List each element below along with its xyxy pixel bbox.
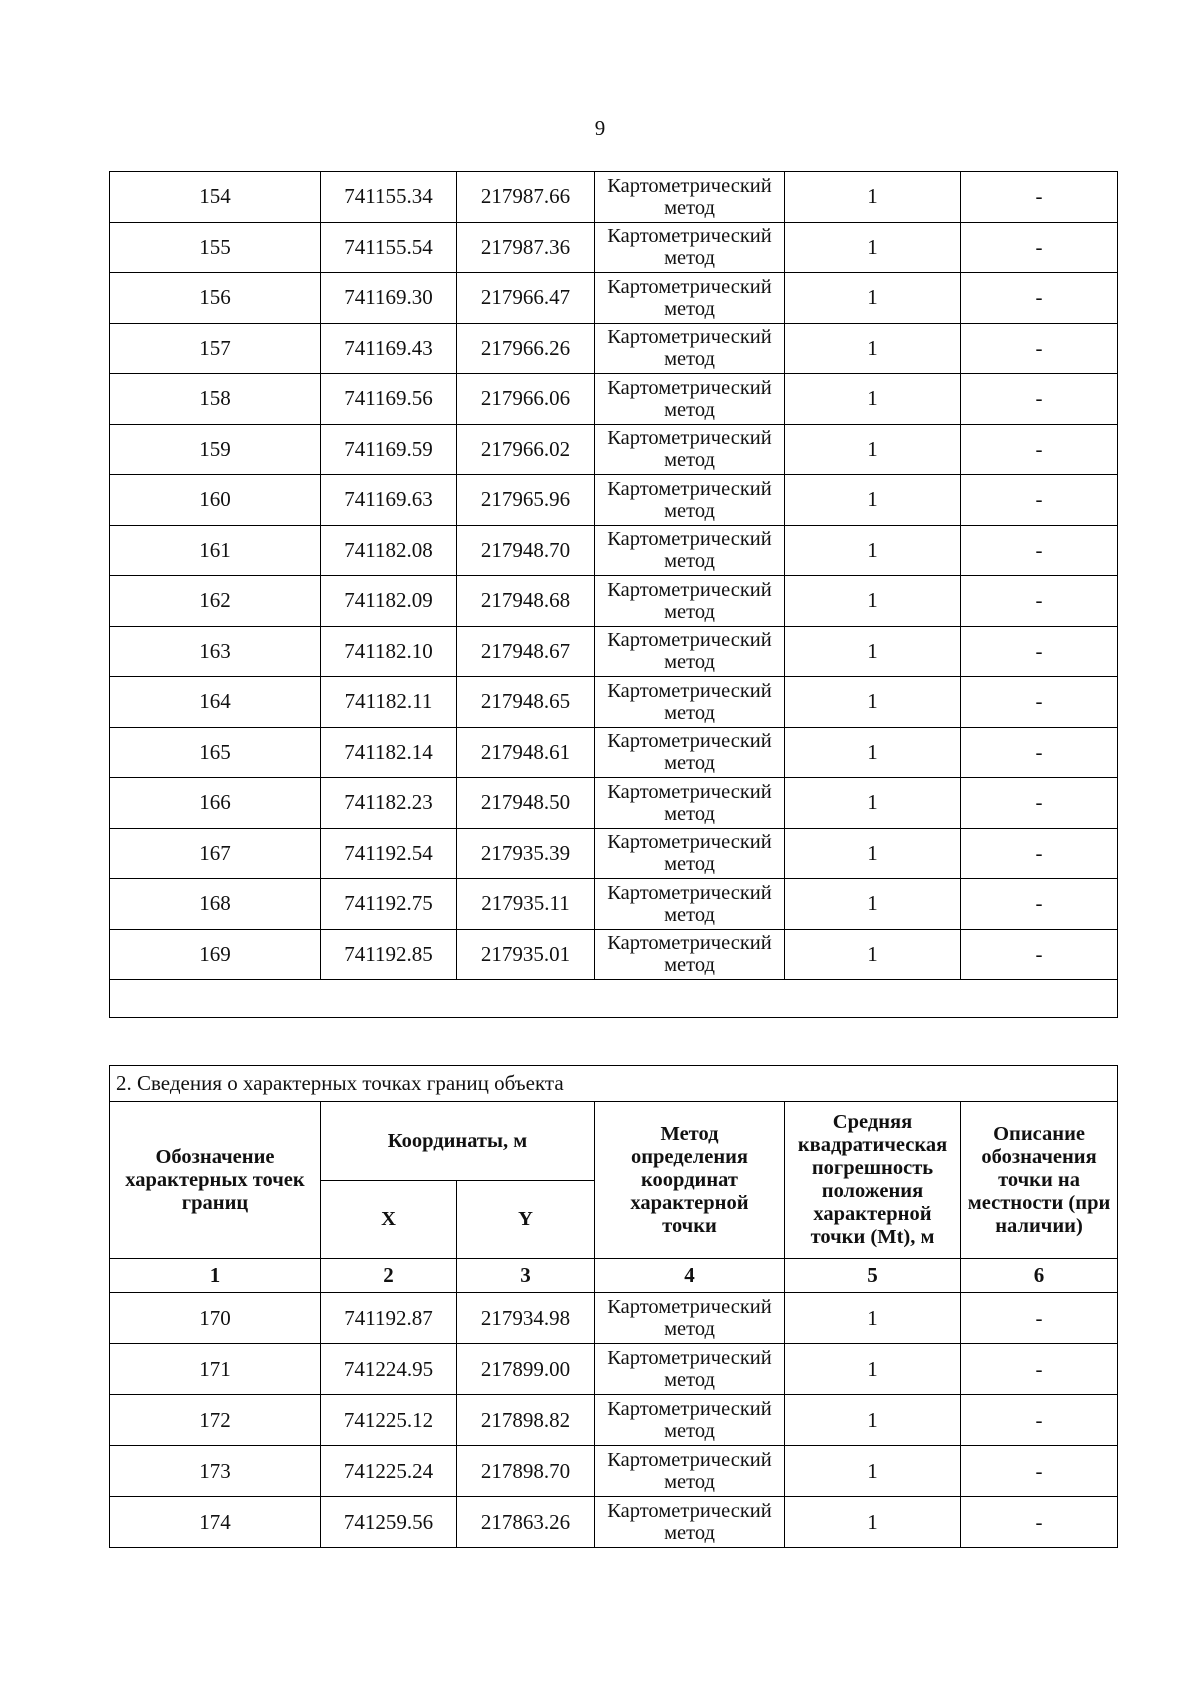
header-x: X bbox=[321, 1181, 457, 1259]
coordinates-table-continued bbox=[109, 171, 1118, 1018]
column-number: 4 bbox=[595, 1259, 785, 1293]
y-cell: 217948.67 bbox=[457, 626, 595, 677]
point-cell: 163 bbox=[110, 626, 321, 677]
y-cell: 217898.82 bbox=[457, 1395, 595, 1446]
x-cell: 741225.24 bbox=[321, 1446, 457, 1497]
x-cell: 741182.11 bbox=[321, 677, 457, 728]
column-number: 5 bbox=[785, 1259, 961, 1293]
point-cell: 162 bbox=[110, 576, 321, 627]
point-cell: 169 bbox=[110, 929, 321, 980]
method-line: Картометрический bbox=[607, 427, 772, 450]
x-cell: 741182.09 bbox=[321, 576, 457, 627]
x-cell: 741182.10 bbox=[321, 626, 457, 677]
method-line: Картометрический bbox=[607, 932, 772, 955]
y-cell: 217966.06 bbox=[457, 374, 595, 425]
x-cell: 741259.56 bbox=[321, 1497, 457, 1548]
x-cell: 741169.43 bbox=[321, 323, 457, 374]
method-line: метод bbox=[664, 600, 715, 623]
table-row bbox=[110, 222, 1118, 273]
accuracy-cell: 1 bbox=[785, 273, 961, 324]
method-line: метод bbox=[664, 1420, 715, 1442]
table-row bbox=[110, 1293, 1118, 1344]
x-cell: 741192.85 bbox=[321, 929, 457, 980]
empty-row bbox=[110, 980, 1118, 1018]
accuracy-cell: 1 bbox=[785, 1293, 961, 1344]
boundary-points-table bbox=[109, 1065, 1118, 1548]
description-cell: - bbox=[961, 1293, 1118, 1344]
method-line: метод bbox=[664, 348, 715, 371]
accuracy-cell: 1 bbox=[785, 1395, 961, 1446]
description-cell: - bbox=[961, 172, 1118, 223]
empty-cell bbox=[110, 980, 1118, 1018]
point-cell: 157 bbox=[110, 323, 321, 374]
method-line: метод bbox=[664, 752, 715, 775]
y-cell: 217987.66 bbox=[457, 172, 595, 223]
accuracy-cell: 1 bbox=[785, 778, 961, 829]
table-row bbox=[110, 778, 1118, 829]
method-line: Картометрический bbox=[607, 275, 772, 298]
y-cell: 217966.26 bbox=[457, 323, 595, 374]
point-cell: 167 bbox=[110, 828, 321, 879]
point-cell: 172 bbox=[110, 1395, 321, 1446]
accuracy-cell: 1 bbox=[785, 576, 961, 627]
method-line: Картометрический bbox=[607, 578, 772, 601]
point-cell: 156 bbox=[110, 273, 321, 324]
method-line: Картометрический bbox=[607, 1296, 772, 1318]
description-cell: - bbox=[961, 576, 1118, 627]
method-cell bbox=[595, 677, 785, 728]
point-cell: 161 bbox=[110, 525, 321, 576]
accuracy-cell: 1 bbox=[785, 475, 961, 526]
method-line: метод bbox=[664, 550, 715, 573]
x-cell: 741225.12 bbox=[321, 1395, 457, 1446]
page-number: 9 bbox=[594, 116, 606, 140]
accuracy-cell: 1 bbox=[785, 374, 961, 425]
table-row bbox=[110, 1497, 1118, 1548]
table-row bbox=[110, 828, 1118, 879]
method-line: метод bbox=[664, 247, 715, 270]
method-cell bbox=[595, 778, 785, 829]
point-cell: 174 bbox=[110, 1497, 321, 1548]
y-cell: 217948.68 bbox=[457, 576, 595, 627]
method-cell bbox=[595, 727, 785, 778]
x-cell: 741169.30 bbox=[321, 273, 457, 324]
x-cell: 741182.23 bbox=[321, 778, 457, 829]
description-cell: - bbox=[961, 323, 1118, 374]
accuracy-cell: 1 bbox=[785, 828, 961, 879]
table-row bbox=[110, 323, 1118, 374]
table-row bbox=[110, 374, 1118, 425]
description-cell: - bbox=[961, 273, 1118, 324]
point-cell: 170 bbox=[110, 1293, 321, 1344]
column-number: 1 bbox=[110, 1259, 321, 1293]
accuracy-cell: 1 bbox=[785, 677, 961, 728]
method-line: Картометрический bbox=[607, 225, 772, 248]
method-cell bbox=[595, 323, 785, 374]
header-description: Описание обозначения точки на местности (при наличии) bbox=[961, 1102, 1118, 1259]
method-line: метод bbox=[664, 398, 715, 421]
x-cell: 741192.75 bbox=[321, 879, 457, 930]
y-cell: 217948.61 bbox=[457, 727, 595, 778]
table-row bbox=[110, 1344, 1118, 1395]
x-cell: 741182.14 bbox=[321, 727, 457, 778]
table-row bbox=[110, 929, 1118, 980]
table-row bbox=[110, 677, 1118, 728]
method-cell bbox=[595, 1395, 785, 1446]
table-row bbox=[110, 576, 1118, 627]
method-line: Картометрический bbox=[607, 1500, 772, 1522]
y-cell: 217935.39 bbox=[457, 828, 595, 879]
method-line: метод bbox=[664, 1369, 715, 1391]
method-line: метод bbox=[664, 954, 715, 977]
accuracy-cell: 1 bbox=[785, 1497, 961, 1548]
point-cell: 173 bbox=[110, 1446, 321, 1497]
table-row bbox=[110, 1446, 1118, 1497]
method-line: Картометрический bbox=[607, 881, 772, 904]
point-cell: 159 bbox=[110, 424, 321, 475]
accuracy-cell: 1 bbox=[785, 525, 961, 576]
x-cell: 741169.59 bbox=[321, 424, 457, 475]
method-cell bbox=[595, 828, 785, 879]
table-row bbox=[110, 626, 1118, 677]
y-cell: 217987.36 bbox=[457, 222, 595, 273]
y-cell: 217948.65 bbox=[457, 677, 595, 728]
method-line: Картометрический bbox=[607, 730, 772, 753]
header-method: Метод определения координат характерной точки bbox=[595, 1102, 785, 1259]
point-cell: 166 bbox=[110, 778, 321, 829]
x-cell: 741155.34 bbox=[321, 172, 457, 223]
description-cell: - bbox=[961, 475, 1118, 526]
y-cell: 217948.50 bbox=[457, 778, 595, 829]
accuracy-cell: 1 bbox=[785, 222, 961, 273]
table-row bbox=[110, 727, 1118, 778]
method-cell bbox=[595, 929, 785, 980]
description-cell: - bbox=[961, 222, 1118, 273]
y-cell: 217948.70 bbox=[457, 525, 595, 576]
x-cell: 741192.87 bbox=[321, 1293, 457, 1344]
method-cell bbox=[595, 374, 785, 425]
x-cell: 741155.54 bbox=[321, 222, 457, 273]
method-line: метод bbox=[664, 802, 715, 825]
description-cell: - bbox=[961, 677, 1118, 728]
method-line: метод bbox=[664, 903, 715, 926]
method-line: Картометрический bbox=[607, 528, 772, 551]
method-line: Картометрический bbox=[607, 1347, 772, 1369]
method-cell bbox=[595, 222, 785, 273]
method-line: Картометрический bbox=[607, 326, 772, 349]
method-line: Картометрический bbox=[607, 376, 772, 399]
y-cell: 217935.01 bbox=[457, 929, 595, 980]
method-line: Картометрический bbox=[607, 831, 772, 854]
description-cell: - bbox=[961, 424, 1118, 475]
accuracy-cell: 1 bbox=[785, 879, 961, 930]
y-cell: 217966.47 bbox=[457, 273, 595, 324]
description-cell: - bbox=[961, 879, 1118, 930]
method-cell bbox=[595, 475, 785, 526]
method-cell bbox=[595, 576, 785, 627]
point-cell: 168 bbox=[110, 879, 321, 930]
method-line: метод bbox=[664, 1522, 715, 1544]
point-cell: 164 bbox=[110, 677, 321, 728]
method-line: Картометрический bbox=[607, 629, 772, 652]
method-cell bbox=[595, 879, 785, 930]
method-line: Картометрический bbox=[607, 1398, 772, 1420]
method-cell bbox=[595, 424, 785, 475]
table-row bbox=[110, 1395, 1118, 1446]
method-cell bbox=[595, 1497, 785, 1548]
table-row bbox=[110, 525, 1118, 576]
method-cell bbox=[595, 626, 785, 677]
description-cell: - bbox=[961, 727, 1118, 778]
method-line: метод bbox=[664, 297, 715, 320]
description-cell: - bbox=[961, 1344, 1118, 1395]
accuracy-cell: 1 bbox=[785, 626, 961, 677]
method-cell bbox=[595, 1344, 785, 1395]
method-cell bbox=[595, 172, 785, 223]
accuracy-cell: 1 bbox=[785, 1344, 961, 1395]
method-line: Картометрический bbox=[607, 780, 772, 803]
table-row bbox=[110, 424, 1118, 475]
table-row bbox=[110, 475, 1118, 526]
x-cell: 741192.54 bbox=[321, 828, 457, 879]
method-line: Картометрический bbox=[607, 1449, 772, 1471]
method-cell bbox=[595, 273, 785, 324]
point-cell: 155 bbox=[110, 222, 321, 273]
method-cell bbox=[595, 525, 785, 576]
table-caption: 2. Сведения о характерных точках границ объекта bbox=[110, 1066, 1118, 1102]
point-cell: 154 bbox=[110, 172, 321, 223]
description-cell: - bbox=[961, 828, 1118, 879]
header-y: Y bbox=[457, 1181, 595, 1259]
method-line: метод bbox=[664, 449, 715, 472]
y-cell: 217863.26 bbox=[457, 1497, 595, 1548]
method-cell bbox=[595, 1293, 785, 1344]
header-point: Обозначение характерных точек границ bbox=[110, 1102, 321, 1259]
point-cell: 165 bbox=[110, 727, 321, 778]
method-line: метод bbox=[664, 853, 715, 876]
x-cell: 741169.63 bbox=[321, 475, 457, 526]
y-cell: 217898.70 bbox=[457, 1446, 595, 1497]
accuracy-cell: 1 bbox=[785, 727, 961, 778]
description-cell: - bbox=[961, 1497, 1118, 1548]
x-cell: 741182.08 bbox=[321, 525, 457, 576]
description-cell: - bbox=[961, 626, 1118, 677]
description-cell: - bbox=[961, 525, 1118, 576]
accuracy-cell: 1 bbox=[785, 1446, 961, 1497]
y-cell: 217965.96 bbox=[457, 475, 595, 526]
x-cell: 741169.56 bbox=[321, 374, 457, 425]
method-line: метод bbox=[664, 1471, 715, 1493]
column-number: 2 bbox=[321, 1259, 457, 1293]
method-line: метод bbox=[664, 196, 715, 219]
header-coordinates: Координаты, м bbox=[321, 1102, 595, 1181]
table-row bbox=[110, 172, 1118, 223]
y-cell: 217966.02 bbox=[457, 424, 595, 475]
point-cell: 160 bbox=[110, 475, 321, 526]
description-cell: - bbox=[961, 1446, 1118, 1497]
description-cell: - bbox=[961, 1395, 1118, 1446]
accuracy-cell: 1 bbox=[785, 172, 961, 223]
description-cell: - bbox=[961, 929, 1118, 980]
point-cell: 171 bbox=[110, 1344, 321, 1395]
y-cell: 217935.11 bbox=[457, 879, 595, 930]
description-cell: - bbox=[961, 778, 1118, 829]
method-line: метод bbox=[664, 651, 715, 674]
accuracy-cell: 1 bbox=[785, 929, 961, 980]
description-cell: - bbox=[961, 374, 1118, 425]
header-accuracy: Средняя квадратическая погрешность положения характерной точки (Mt), м bbox=[785, 1102, 961, 1259]
point-cell: 158 bbox=[110, 374, 321, 425]
y-cell: 217899.00 bbox=[457, 1344, 595, 1395]
accuracy-cell: 1 bbox=[785, 323, 961, 374]
method-line: метод bbox=[664, 701, 715, 724]
method-line: метод bbox=[664, 499, 715, 522]
y-cell: 217934.98 bbox=[457, 1293, 595, 1344]
accuracy-cell: 1 bbox=[785, 424, 961, 475]
method-line: Картометрический bbox=[607, 477, 772, 500]
table-row bbox=[110, 879, 1118, 930]
x-cell: 741224.95 bbox=[321, 1344, 457, 1395]
method-line: Картометрический bbox=[607, 174, 772, 197]
table-row bbox=[110, 273, 1118, 324]
method-cell bbox=[595, 1446, 785, 1497]
method-line: Картометрический bbox=[607, 679, 772, 702]
method-line: метод bbox=[664, 1318, 715, 1340]
column-number: 6 bbox=[961, 1259, 1118, 1293]
column-number: 3 bbox=[457, 1259, 595, 1293]
